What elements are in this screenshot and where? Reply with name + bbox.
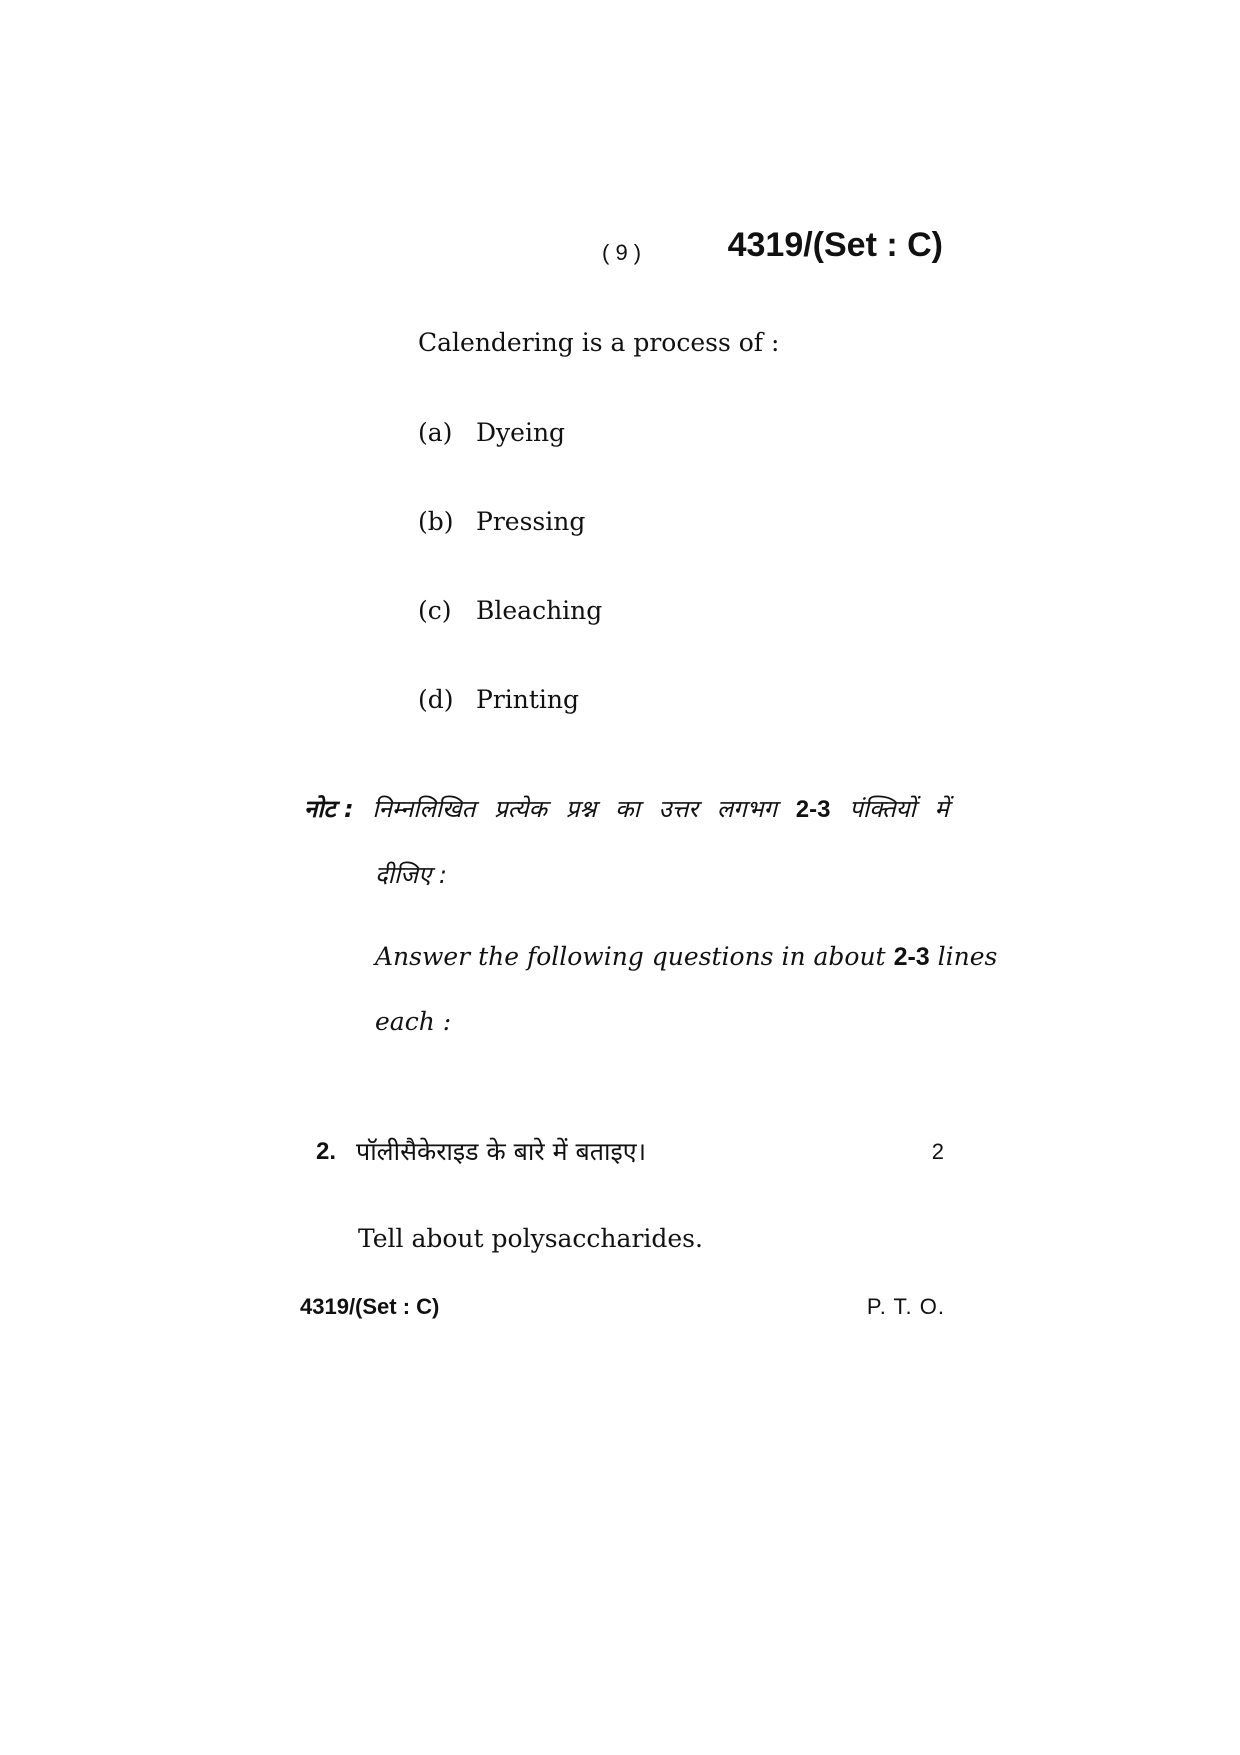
option-b-label: (b)	[418, 507, 454, 536]
note-word: प्रश्न	[565, 795, 597, 823]
option-c-label: (c)	[418, 596, 452, 625]
pto-label: P. T. O.	[866, 1294, 945, 1319]
note-word: लगभग	[716, 795, 778, 823]
option-d-text: Printing	[476, 685, 580, 714]
note-word: निम्नलिखित	[372, 795, 476, 823]
note-instruction-hindi-cont: दीजिए :	[375, 861, 447, 889]
note-word: पंक्तियों	[849, 795, 916, 823]
question-2-marks: 2	[931, 1139, 944, 1164]
option-a-label: (a)	[418, 418, 453, 447]
note-label: नोट :	[304, 795, 354, 823]
instruction-text: lines	[937, 942, 998, 971]
note-word: उत्तर	[658, 795, 699, 823]
option-c-text: Bleaching	[476, 596, 603, 625]
note-word: में	[934, 795, 949, 823]
question-1-stem: Calendering is a process of :	[418, 328, 780, 357]
paper-code-header: 4319/(Set : C)	[727, 226, 943, 264]
option-d-label: (d)	[418, 685, 454, 714]
note-word: प्रत्येक	[494, 795, 548, 823]
instruction-line-count: 2-3	[893, 943, 930, 971]
note-instruction-english	[375, 942, 997, 972]
paper-code-footer: 4319/(Set : C)	[300, 1294, 440, 1319]
option-a	[418, 418, 565, 447]
question-2-number: 2.	[316, 1138, 337, 1165]
note-line-count: 2-3	[795, 796, 831, 823]
instruction-text: Answer the following questions in about	[375, 942, 886, 971]
page-number: ( 9 )	[602, 240, 642, 265]
question-2-text-hindi: पॉलीसैकेराइड के बारे में बताइए।	[356, 1137, 647, 1166]
option-b-text: Pressing	[476, 507, 586, 536]
question-2-text-english: Tell about polysaccharides.	[358, 1224, 703, 1253]
note-word: का	[615, 795, 640, 823]
note-instruction-english-cont: each :	[375, 1007, 452, 1036]
option-c	[418, 596, 602, 625]
option-b	[418, 507, 585, 536]
option-d	[418, 685, 579, 714]
note-instruction-hindi	[304, 792, 949, 825]
option-a-text: Dyeing	[476, 418, 566, 447]
